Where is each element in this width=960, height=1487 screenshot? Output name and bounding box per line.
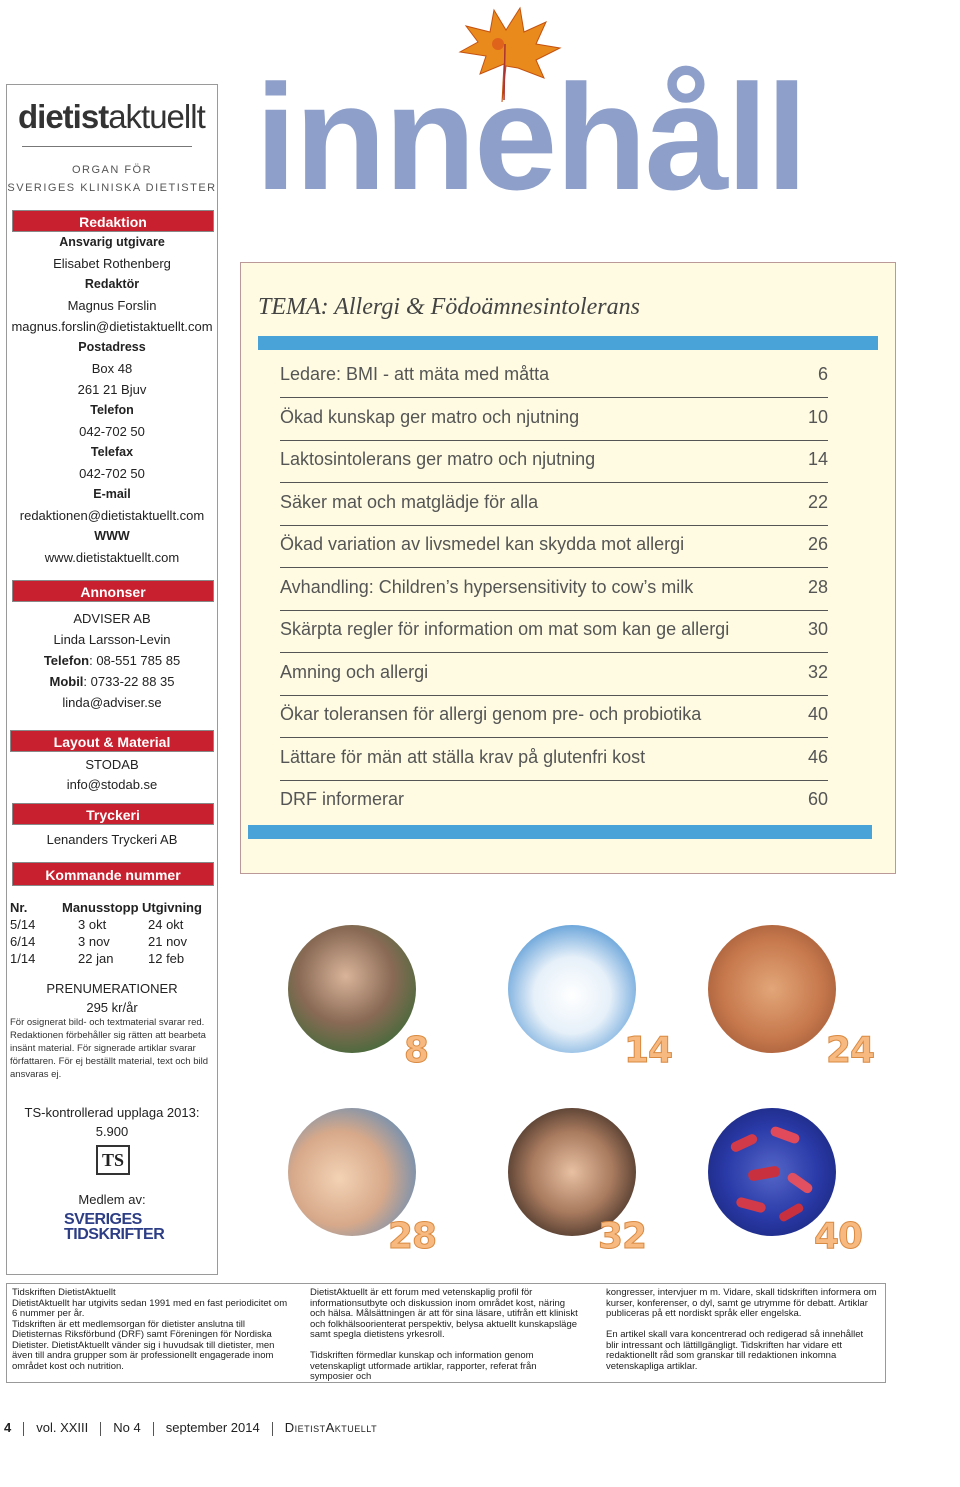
table-cell: 3 okt (78, 917, 107, 932)
redaktion-line: Box 48 (91, 361, 133, 376)
toc-entry-title: DRF informerar (280, 789, 405, 809)
redaktion-line: Magnus Forslin (67, 298, 157, 313)
redaktion-line: Telefon (90, 403, 134, 417)
photo-page-32: 32 (598, 1216, 647, 1257)
issue-number: No 4 (113, 1420, 141, 1435)
redaktion-line: Postadress (78, 340, 146, 354)
photo-children (288, 925, 416, 1053)
toc-entry-page: 32 (807, 661, 828, 682)
kommande-heading: Kommande nummer (12, 862, 214, 886)
photo-milk (508, 925, 636, 1053)
about-column-3: kongresser, intervjuer m m. Vidare, skall tidskriften informera om kurser, konferenser, o dyl, samt ge utrymme för debatt. Artiklar publiceras på ett nordiskt språk eller engelska. En artikel skall vara koncentrerad och redigerad så innehållet blir intressant och lättillgängligt. Tidskriften har vidare ett redaktionellt råd som granskar till redaktionen inkomna vetenskapliga artiklar. (606, 1287, 877, 1372)
toc-entry[interactable] (280, 654, 828, 696)
toc-entry-title: Säker mat och matglädje för alla (280, 491, 539, 512)
annonser-email: linda@adviser.se (62, 695, 162, 710)
about-column-2: DietistAktuellt är ett forum med vetenskaplig profil för informationsutbyte och diskussion inom området kost, näring och hälsa. Målsättningen är att för sina läsare, utifrån ett kliniskt och folkhälsoorienterat perspektiv, belysa aktuellt kunskapsläge samt spegla dietistens yrkesroll. Tidskriften förmedlar kunskap och information genom vetenskapligt utformade artiklar, rapporter, referat från symposier och (310, 1287, 578, 1382)
toc-entry-page: 26 (807, 534, 828, 554)
logo-divider (22, 146, 192, 147)
redaktion-line: 042-702 50 (79, 466, 145, 481)
table-cell: 6/14 (10, 934, 36, 949)
layout-heading: Layout & Material (10, 730, 214, 752)
redaktion-line: E-mail (93, 487, 131, 501)
top-blue-bar (258, 336, 878, 350)
page-title: innehåll (255, 53, 806, 221)
redaktion-line: WWW (94, 529, 130, 543)
tryckeri-company: Lenanders Tryckeri AB (46, 832, 178, 847)
table-cell: 22 jan (78, 951, 114, 966)
annonser-phone: Telefon: 08-551 785 85 (43, 653, 181, 668)
toc-entry-title: Ökar toleransen för allergi genom pre- och probiotika (280, 704, 702, 724)
photo-page-8: 8 (404, 1030, 429, 1071)
redaktion-line: 042-702 50 (79, 424, 145, 439)
annonser-mobile: Mobil: 0733-22 88 35 (49, 674, 175, 689)
theme-heading: TEMA: Allergi & Födoämnesintolerans (258, 294, 640, 320)
prenumeration-price: 295 kr/år (86, 1000, 138, 1015)
toc-entry-title: Lättare för män att ställa krav på glutenfri kost (280, 746, 646, 767)
toc-entry-page: 22 (807, 491, 828, 512)
sveriges-tidskrifter-logo: SVERIGES TIDSKRIFTER (64, 1211, 165, 1243)
table-header: Manusstopp (62, 900, 139, 915)
photo-page-40: 40 (814, 1216, 863, 1257)
table-row (10, 950, 222, 967)
toc-entry[interactable] (280, 696, 828, 738)
redaktion-heading: Redaktion (12, 210, 214, 232)
tryckeri-heading: Tryckeri (12, 803, 214, 825)
toc-entry-title: Ökad variation av livsmedel kan skydda mot allergi (280, 534, 685, 554)
toc-entry[interactable] (280, 356, 828, 398)
organ-line-1: ORGAN FÖR (71, 164, 153, 176)
annonser-company: ADVISER AB (73, 611, 151, 626)
toc-entry-page: 28 (807, 576, 828, 597)
ts-label: TS-kontrollerad upplaga 2013: (24, 1105, 200, 1120)
bottom-blue-bar (248, 825, 872, 839)
table-cell: 24 okt (148, 917, 184, 932)
disclaimer-text: För osignerat bild- och textmaterial svarar red. Redaktionen förbehåller sig rätten att bearbeta insänt material. För signerade artiklar svarar författaren. För ej beställt material, text och bild ansvaras ej. (10, 1017, 209, 1080)
table-cell: 5/14 (10, 917, 36, 932)
toc-entry[interactable] (280, 569, 828, 611)
toc-entry-page: 40 (807, 704, 828, 724)
redaktion-line: 261 21 Bjuv (77, 382, 147, 397)
toc-entry-page: 60 (807, 789, 828, 809)
magazine-logo: dietistaktuellt (18, 98, 205, 135)
toc-entry[interactable] (280, 441, 828, 483)
redaktion-line: www.dietistaktuellt.com (44, 550, 180, 565)
toc-entry-page: 30 (807, 619, 828, 639)
issue-schedule-table (10, 900, 222, 967)
table-row (10, 933, 222, 950)
photo-page-28: 28 (388, 1216, 437, 1257)
toc-entry-page: 46 (807, 746, 828, 767)
table-cell: 3 nov (78, 934, 110, 949)
toc-entry-title: Avhandling: Children’s hypersensitivity to cow’s milk (280, 576, 694, 597)
redaktion-line: Elisabet Rothenberg (53, 256, 171, 271)
photo-page-24: 24 (826, 1030, 875, 1071)
toc-entry-page: 6 (817, 364, 828, 384)
photo-cave-painting (708, 925, 836, 1053)
page-number: 4 (4, 1420, 12, 1435)
organ-line-2: SVERIGES KLINISKA DIETISTER (7, 182, 217, 194)
annonser-heading: Annonser (12, 580, 214, 602)
page-footer (4, 1420, 377, 1436)
ts-circulation: 5.900 (95, 1124, 129, 1139)
toc-entry-title: Ökad kunskap ger matro och njutning (280, 406, 580, 427)
toc-entry-title: Laktosintolerans ger matro och njutning (280, 449, 596, 469)
redaktion-line: Telefax (90, 445, 134, 459)
table-cell: 1/14 (10, 951, 36, 966)
redaktion-line: magnus.forslin@dietistaktuellt.com (11, 319, 213, 334)
toc-entry[interactable] (280, 781, 828, 823)
toc-entry-page: 10 (807, 406, 828, 427)
toc-entry-title: Amning och allergi (280, 661, 429, 682)
layout-email: info@stodab.se (66, 777, 158, 792)
magazine-name: DietistAktuellt (284, 1420, 378, 1435)
volume: vol. XXIII (36, 1420, 89, 1435)
table-cell: 12 feb (148, 951, 185, 966)
annonser-contact: Linda Larsson-Levin (53, 632, 171, 647)
photo-page-14: 14 (624, 1030, 673, 1071)
toc-entry[interactable] (280, 611, 828, 653)
toc-entry[interactable] (280, 484, 828, 526)
toc-entry-title: Skärpta regler för information om mat som kan ge allergi (280, 619, 730, 639)
about-column-1: Tidskriften DietistAktuellt DietistAktuellt har utgivits sedan 1991 med en fast periodicitet om 6 nummer per år. Tidskriften är ett medlemsorgan för dietister anslutna till Dietisternas Riksförbund (DRF) samt Föreningen för Nordiska Dietister. DietistAktuellt vänder sig i huvudsak till dietister, men även till andra grupper som är professionellt engagerade inom området kost och nutrition. (12, 1287, 288, 1372)
table-header: Nr. (10, 900, 28, 915)
table-cell: 21 nov (148, 934, 188, 949)
table-header: Utgivning (142, 900, 202, 915)
ts-logo: TS (96, 1145, 130, 1175)
issue-date: september 2014 (165, 1420, 260, 1435)
medlem-label: Medlem av: (78, 1192, 146, 1207)
toc-entry-page: 14 (807, 449, 828, 469)
redaktion-line: Ansvarig utgivare (59, 235, 165, 249)
redaktion-line: Redaktör (84, 277, 140, 291)
toc-entry[interactable] (280, 526, 828, 568)
redaktion-line: redaktionen@dietistaktuellt.com (19, 508, 205, 523)
table-row (10, 916, 222, 933)
toc-entry[interactable] (280, 399, 828, 441)
layout-company: STODAB (85, 757, 139, 772)
toc-entry[interactable] (280, 739, 828, 781)
prenumeration-heading: PRENUMERATIONER (46, 981, 178, 996)
toc-entry-title: Ledare: BMI - att mäta med måtta (280, 364, 550, 384)
